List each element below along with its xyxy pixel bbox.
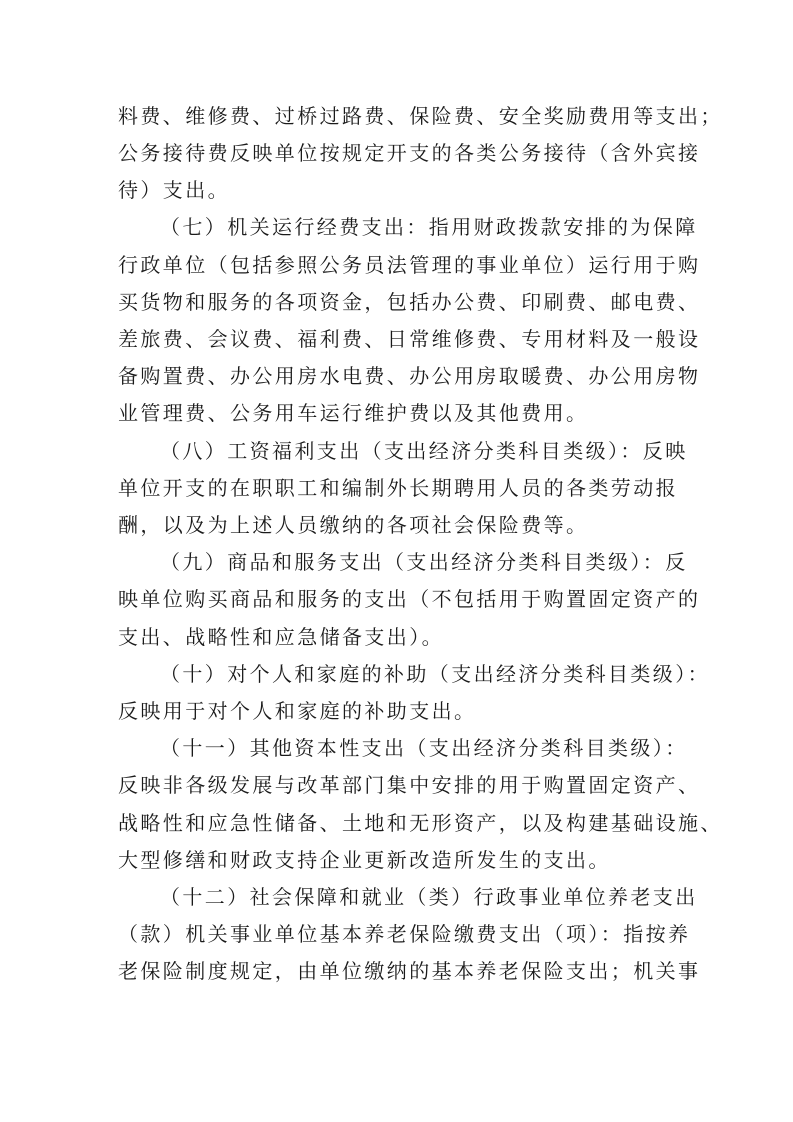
text-line: 老保险制度规定，由单位缴纳的基本养老保险支出；机关事 — [118, 959, 701, 983]
text-line: 料费、维修费、过桥过路费、保险费、安全奖励费用等支出； — [118, 104, 723, 128]
text-line: 支出、战略性和应急储备支出）。 — [118, 625, 444, 649]
paragraph-heading: （十二）社会保障和就业（类）行政事业单位养老支出 — [160, 885, 698, 909]
paragraph-heading: （八）工资福利支出（支出经济分类科目类级）：反映 — [160, 439, 688, 463]
paragraph-heading: （九）商品和服务支出（支出经济分类科目类级）：反 — [160, 550, 688, 574]
text-line: 备购置费、办公用房水电费、办公用房取暖费、办公用房物 — [118, 364, 701, 388]
text-line: 反映用于对个人和家庭的补助支出。 — [118, 699, 477, 723]
text-line: 单位开支的在职职工和编制外长期聘用人员的各类劳动报 — [118, 476, 678, 500]
text-line: 映单位购买商品和服务的支出（不包括用于购置固定资产的 — [118, 587, 701, 611]
text-line: 买货物和服务的各项资金，包括办公费、印刷费、邮电费、 — [118, 290, 701, 314]
text-line: 差旅费、会议费、福利费、日常维修费、专用材料及一般设 — [118, 327, 701, 351]
text-line: 大型修缮和财政支持企业更新改造所发生的支出。 — [118, 848, 611, 872]
text-line: （款）机关事业单位基本养老保险缴费支出（项）：指按养 — [118, 922, 691, 946]
paragraph-heading: （七）机关运行经费支出：指用财政拨款安排的为保障 — [160, 215, 698, 239]
text-line: 酬，以及为上述人员缴纳的各项社会保险费等。 — [118, 513, 589, 537]
paragraph-heading: （十）对个人和家庭的补助（支出经济分类科目类级）： — [160, 662, 710, 686]
text-line: 待）支出。 — [118, 178, 230, 202]
text-line: 行政单位（包括参照公务员法管理的事业单位）运行用于购 — [118, 253, 701, 277]
text-line: 公务接待费反映单位按规定开支的各类公务接待（含外宾接 — [118, 141, 701, 165]
paragraph-heading: （十一）其他资本性支出（支出经济分类科目类级）： — [160, 736, 688, 760]
text-line: 反映非各级发展与改革部门集中安排的用于购置固定资产、 — [118, 773, 701, 797]
text-line: 业管理费、公务用车运行维护费以及其他费用。 — [118, 401, 589, 425]
text-line: 战略性和应急性储备、土地和无形资产，以及构建基础设施、 — [118, 811, 723, 835]
